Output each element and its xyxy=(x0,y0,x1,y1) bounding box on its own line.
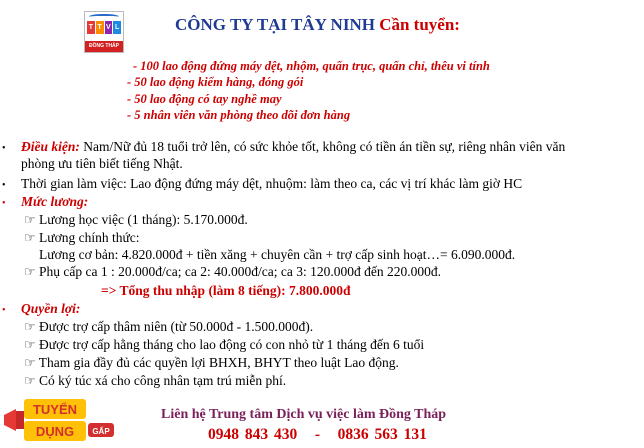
contact-phones: 0948 843 430 - 0836 563 131 xyxy=(208,426,427,443)
page-title xyxy=(175,15,460,35)
logo-letter: T xyxy=(96,21,104,34)
logo-letters xyxy=(87,21,121,34)
conditions-line-2: phòng ưu tiên biết tiếng Nhật. xyxy=(21,156,183,171)
logo-letter: T xyxy=(87,21,95,34)
total-income: => Tổng thu nhập (làm 8 tiếng): 7.800.000đ xyxy=(101,283,351,298)
position-item: - 100 lao động đứng máy dệt, nhộm, quấn trục, quấn chỉ, thêu vi tính xyxy=(133,59,490,73)
salary-item xyxy=(24,212,248,228)
pointer-icon: ☞ xyxy=(24,337,36,352)
conditions-line xyxy=(21,139,565,155)
salary-item xyxy=(24,264,441,280)
salary-item-text: Lương chính thức: xyxy=(39,230,140,245)
megaphone-icon xyxy=(4,409,16,431)
title-accent: Cần tuyển: xyxy=(379,15,460,34)
conditions-text: Nam/Nữ đủ 18 tuổi trở lên, có sức khỏe tốt, không có tiền án tiền sự, riêng nhân viên văn xyxy=(79,139,566,154)
pointer-icon: ☞ xyxy=(24,373,36,388)
logo-band: ĐỒNG THÁP xyxy=(85,41,123,52)
position-item: - 5 nhân viên văn phòng theo dõi đơn hàng xyxy=(127,108,351,122)
logo-arc xyxy=(89,14,119,21)
salary-label: Mức lương: xyxy=(21,194,89,209)
contact-org: Liên hệ Trung tâm Dịch vụ việc làm Đồng Tháp xyxy=(161,407,447,422)
title-main: CÔNG TY TẠI TÂY NINH xyxy=(175,15,375,34)
salary-item xyxy=(24,230,140,246)
salary-base: Lương cơ bản: 4.820.000đ + tiền xăng + chuyên cần + trợ cấp sinh hoạt…= 6.090.000đ. xyxy=(39,247,516,262)
badge-line1: TUYỂN xyxy=(32,402,78,417)
salary-shift-text: Phụ cấp ca 1 : 20.000đ/ca; ca 2: 40.000đ/ca; ca 3: 120.000đ đến 220.000đ. xyxy=(39,264,441,279)
benefit-text: Được trợ cấp thâm niên (từ 50.000đ - 1.500.000đ). xyxy=(39,319,314,334)
pointer-icon: ☞ xyxy=(24,355,36,370)
work-time: Thời gian làm việc: Lao động đứng máy dệt, nhuộm: làm theo ca, các vị trí khác làm giờ HC xyxy=(21,176,523,191)
bullet-icon: • xyxy=(2,143,6,154)
benefit-text: Được trợ cấp hằng tháng cho lao động có con nhỏ từ 1 tháng đến 6 tuổi xyxy=(39,337,425,352)
logo-letter: L xyxy=(113,21,121,34)
badge-tag: GẤP xyxy=(92,427,110,436)
pointer-icon: ☞ xyxy=(24,264,36,279)
logo-letter: V xyxy=(105,21,113,34)
bullet-icon: • xyxy=(2,180,6,191)
position-item: - 50 lao động kiểm hàng, đóng gói xyxy=(127,75,304,89)
benefit-text: Có ký túc xá cho công nhân tạm trú miễn phí. xyxy=(39,373,287,388)
recruitment-badge xyxy=(2,393,120,445)
company-logo xyxy=(84,11,124,53)
bullet-icon: • xyxy=(2,305,6,316)
conditions-label: Điều kiện: xyxy=(21,139,80,154)
pointer-icon: ☞ xyxy=(24,230,36,245)
badge-line2: DỤNG xyxy=(35,424,75,439)
benefit-item xyxy=(24,373,286,389)
benefit-item xyxy=(24,337,424,353)
pointer-icon: ☞ xyxy=(24,212,36,227)
benefit-item xyxy=(24,355,399,371)
benefit-text: Tham gia đầy đủ các quyền lợi BHXH, BHYT theo luật Lao động. xyxy=(38,355,399,370)
benefit-item xyxy=(24,319,313,335)
bullet-icon: • xyxy=(2,198,6,209)
megaphone-body xyxy=(16,411,24,429)
salary-item-text: Lương học việc (1 tháng): 5.170.000đ. xyxy=(39,212,248,227)
pointer-icon: ☞ xyxy=(24,319,36,334)
position-item: - 50 lao động có tay nghề may xyxy=(127,92,282,106)
benefits-label: Quyền lợi: xyxy=(21,301,81,316)
